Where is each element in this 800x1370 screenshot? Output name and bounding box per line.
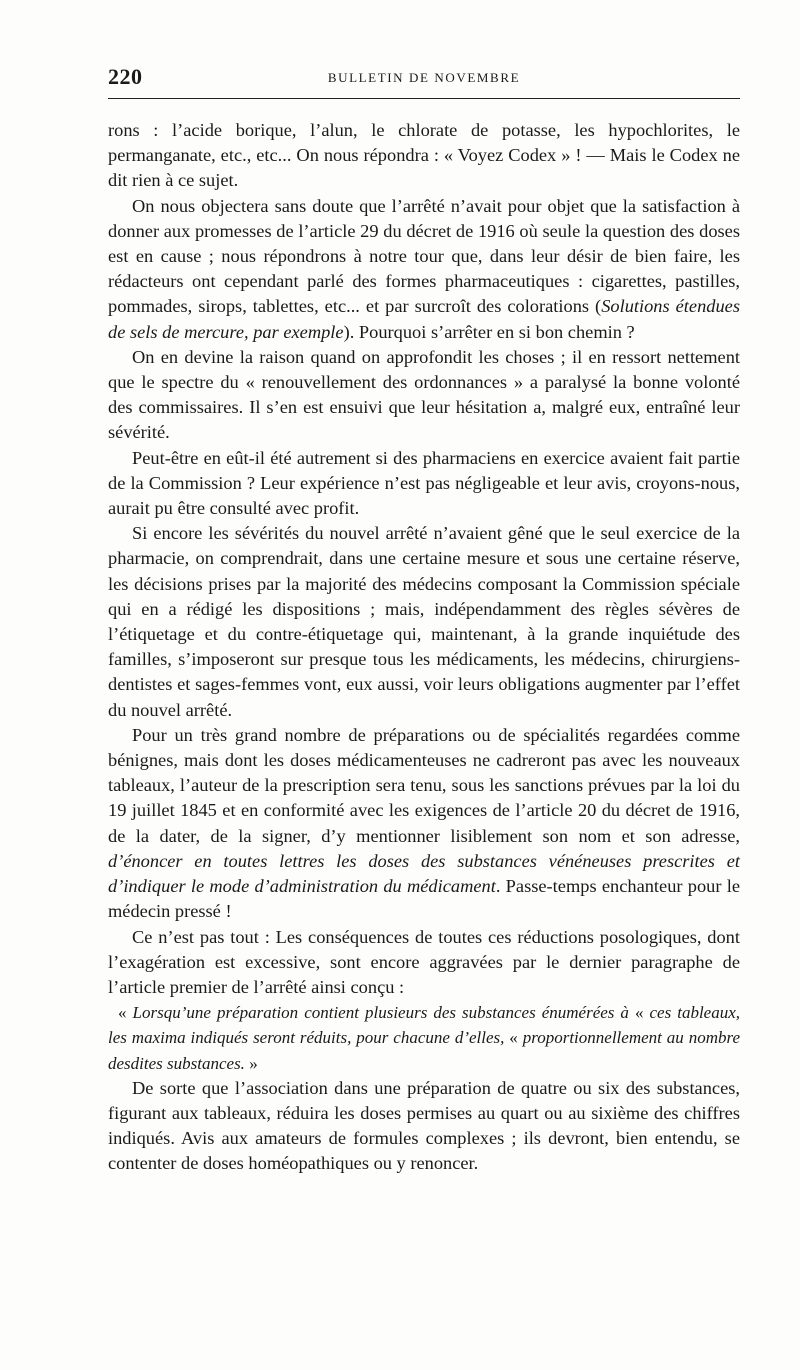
italic-text: Lorsqu’une préparation contient plusieurs des substances énumérées à [132,1003,629,1023]
paragraph [108,194,740,345]
paragraph [108,345,740,446]
page-number: 220 [108,64,143,89]
italic-text: d’énoncer en toutes lettres les doses des substances vénéneuses prescrites et d’indiquer le mode d’administration du médicament [108,850,740,897]
text-run: Si encore les sévérités du nouvel arrêté n’avaient gêné que le seul exercice de la pharmacie, on comprendrait, dans une certaine mesure et sous une certaine réserve, les décisions prises par la majorité des médecins composant la Commission spéciale qui en a rédigé les dispositions ; mais, indépendamment des règles sévères de l’étiquetage et du contre-étiquetage qui, maintenant, à la grande inquiétude des familles, s’imposeront sur presque tous les médicaments, les médecins, chirurgiens-dentistes et sages-femmes vont, eux aussi, voir leurs obligations augmenter par l’effet du nouvel arrêté. [108,523,740,720]
paragraph [108,1076,740,1177]
block-quote [108,1000,740,1076]
text-run: On en devine la raison quand on approfondit les choses ; il en ressort nettement que le spectre du « renouvellement des ordonnances » a paralysé la bonne volonté des commissaires. Il s’en est ensuivi que leur hésitation a, malgré eux, entraîné leur sévérité. [108,346,740,443]
text-run: Ce n’est pas tout : Les conséquences de toutes ces réductions posologiques, dont l’exagération est excessive, sont encore aggravées par le dernier paragraphe de l’article premier de l’arrêté ainsi conçu : [108,926,740,997]
italic-text: Solutions étendues de sels de mercure, par exemple [108,296,740,342]
text-run: « [504,1028,523,1048]
italic-text: proportionnellement au nombre desdites substances. [108,1028,741,1073]
paragraph [108,446,740,522]
paragraph [108,723,740,925]
page-header [108,64,740,99]
italic-text: ces tableaux, les maxima indiqués seront réduits, pour chacune d’elles, [108,1003,741,1048]
running-head: BULLETIN DE NOVEMBRE [327,70,521,85]
text-run: De sorte que l’association dans une préparation de quatre ou six des substances, figurant aux tableaux, réduira les doses permises au quart ou au sixième des chiffres indiqués. Avis aux amateurs de formules complexes ; ils devront, bien entendu, se contenter de doses homéopathiques ou y renoncer. [108,1077,740,1174]
paragraph [108,521,740,723]
text-run: « [628,1003,650,1023]
text-run: On nous objectera sans doute que l’arrêté n’avait pour objet que la satisfaction à donner aux promesses de l’article 29 du décret de 1916 où seule la question des doses est en cause ; nous répondrons à notre tour que, dans leur désir de bien faire, les rédacteurs ont cependant parlé des formes pharmaceutiques : cigarettes, pastilles, pommades, sirops, tablettes, etc... et par surcroît des colorations ( [108,195,740,317]
text-run: rons : l’acide borique, l’alun, le chlorate de potasse, les hypochlorites, le permanganate, etc., etc... On nous répondra : « Voyez Codex » ! — Mais le Codex ne dit rien à ce sujet. [108,120,740,191]
text-run: . Passe-temps enchanteur pour le médecin pressé ! [108,876,740,922]
text-run: » [244,1053,258,1073]
paragraph [108,118,740,194]
text-run: Peut-être en eût-il été autrement si des pharmaciens en exercice avaient fait partie de la Commission ? Leur expérience n’est pas négligeable et leur avis, croyons-nous, aurait pu être consulté avec profit. [108,447,740,519]
text-run: ). Pourquoi s’arrêter en si bon chemin ? [343,321,635,342]
paragraph [108,925,740,1001]
article-body [108,118,740,1177]
text-run: « [118,1003,133,1023]
text-run: Pour un très grand nombre de préparations ou de spécialités regardées comme bénignes, mais dont les doses médicamenteuses ne cadreront pas avec les nouveaux tableaux, l’auteur de la prescription sera tenu, sous les sanctions prévues par la loi du 19 juillet 1845 et en conformité avec les exigences de l’article 20 du décret de 1916, de la dater, de la signer, d’y mentionner lisiblement son nom et son adresse, [108,724,740,846]
